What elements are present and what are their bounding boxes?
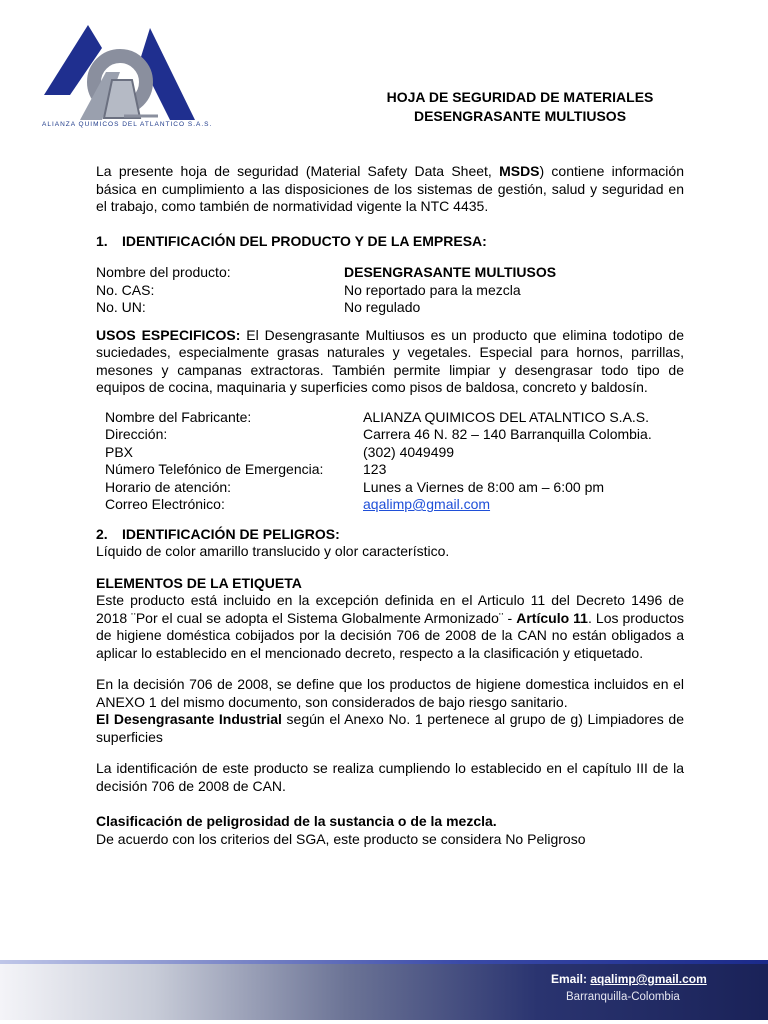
section-1-title: IDENTIFICACIÓN DEL PRODUCTO Y DE LA EMPRESA: [122,232,487,249]
section-2-heading [96,526,684,544]
company-label: Número Telefónico de Emergencia: [105,461,324,477]
company-fields [96,409,684,514]
label-elements-heading: ELEMENTOS DE LA ETIQUETA [96,574,302,591]
decision-paragraph: En la decisión 706 de 2008, se define que los productos de higiene domestica incluidos en el ANEXO 1 del mismo documento, son considerados de bajo riesgo sanitario. [96,676,684,710]
footer-email-link[interactable]: aqalimp@gmail.com [590,972,707,986]
field-value: No reportado para la mezcla [344,281,521,298]
footer-email-label: Email: [551,972,588,986]
company-value: Lunes a Viernes de 8:00 am – 6:00 pm [363,478,605,495]
classification-text: De acuerdo con los criterios del SGA, este producto se considera No Peligroso [96,830,586,847]
company-row [105,461,684,479]
company-label: Correo Electrónico: [105,496,225,512]
field-label: No. CAS: [96,281,155,298]
section-2-title: IDENTIFICACIÓN DE PELIGROS: [122,525,340,542]
company-row [105,479,684,497]
footer-city: Barranquilla-Colombia [566,991,680,1003]
company-value: (302) 4049499 [363,443,455,460]
company-label: Horario de atención: [105,478,232,495]
company-row [105,409,684,427]
title-line-2: DESENGRASANTE MULTIUSOS [413,108,627,124]
usos-text: El Desengrasante Multiusos es un producto que elimina todotipo de suciedades, especialmente grasas naturales y vegetales. Especial para hornos, parrillas, mesones y campanas extractoras. También permite limpiar y desengrasar todo tipo de equipos de cocina, maquinaria y superficies como pisos de baldosa, concreto y baldosín. [96,326,685,395]
field-value: No regulado [344,299,421,315]
company-value: Carrera 46 N. 82 – 140 Barranquilla Colombia. [363,426,652,442]
company-label: PBX [105,443,134,460]
company-row [105,444,684,462]
group-paragraph [96,711,684,746]
title-line-1: HOJA DE SEGURIDAD DE MATERIALES [386,89,654,105]
field-label: Nombre del producto: [96,264,231,280]
usos-paragraph [96,327,684,397]
intro-text-post: ) contiene información básica en cumplimiento a las disposiciones de los sistemas de gestión, salud y seguridad en el trabajo, como también de normatividad vigente la NTC 4435. [96,163,684,214]
intro-paragraph [96,163,684,216]
label-text-pre: Este producto está incluido en la excepción definida en el Articulo 11 del Decreto 1496 de 2018 ¨Por el cual se adopta el Sistema Globalmente Armonizado¨ - [96,592,684,626]
document-title [330,88,710,126]
intro-text-pre: La presente hoja de seguridad (Material Safety Data Sheet, [96,163,500,179]
company-label: Nombre del Fabricante: [105,408,252,425]
label-article: Artículo 11 [516,609,588,626]
field-row [96,299,684,317]
section-1-number: 1. [96,232,108,249]
logo-caption: ALIANZA QUIMICOS DEL ATLANTICO S.A.S. [42,121,213,128]
footer-banner [0,960,768,1020]
company-logo [40,20,200,135]
footer-email [551,972,707,986]
document-body [96,163,684,848]
company-row [105,426,684,444]
email-link[interactable]: aqalimp@gmail.com [363,496,491,512]
usos-label: USOS ESPECIFICOS: [96,326,241,343]
company-label: Dirección: [105,426,168,442]
field-label: No. UN: [96,299,146,315]
product-fields [96,264,684,317]
label-text-post: . Los productos de higiene doméstica cobijados por la decisión 706 de 2008 de la CAN no están obligados a aplicar lo establecido en el mencionado decreto, respecto a la clasificación y etiquetado. [96,609,684,661]
company-row [105,496,684,514]
field-row [96,264,684,282]
label-elements-paragraph [96,592,684,662]
product-name-bold: El Desengrasante Industrial [96,711,282,727]
company-value: 123 [363,461,387,477]
intro-msds: MSDS [499,163,540,179]
section-2-number: 2. [96,525,108,542]
group-text: según el Anexo No. 1 pertenece al grupo de g) Limpiadores de superficies [96,711,684,745]
field-row [96,282,684,300]
identification-paragraph: La identificación de este producto se realiza cumpliendo lo establecido en el capítulo III de la decisión 706 de 2008 de CAN. [96,760,684,794]
section-1-heading [96,233,684,251]
company-value: ALIANZA QUIMICOS DEL ATALNTICO S.A.S. [363,408,650,425]
field-value: DESENGRASANTE MULTIUSOS [344,264,557,280]
hazard-description: Líquido de color amarillo translucido y olor característico. [96,543,450,559]
classification-heading: Clasificación de peligrosidad de la sustancia o de la mezcla. [96,813,497,829]
